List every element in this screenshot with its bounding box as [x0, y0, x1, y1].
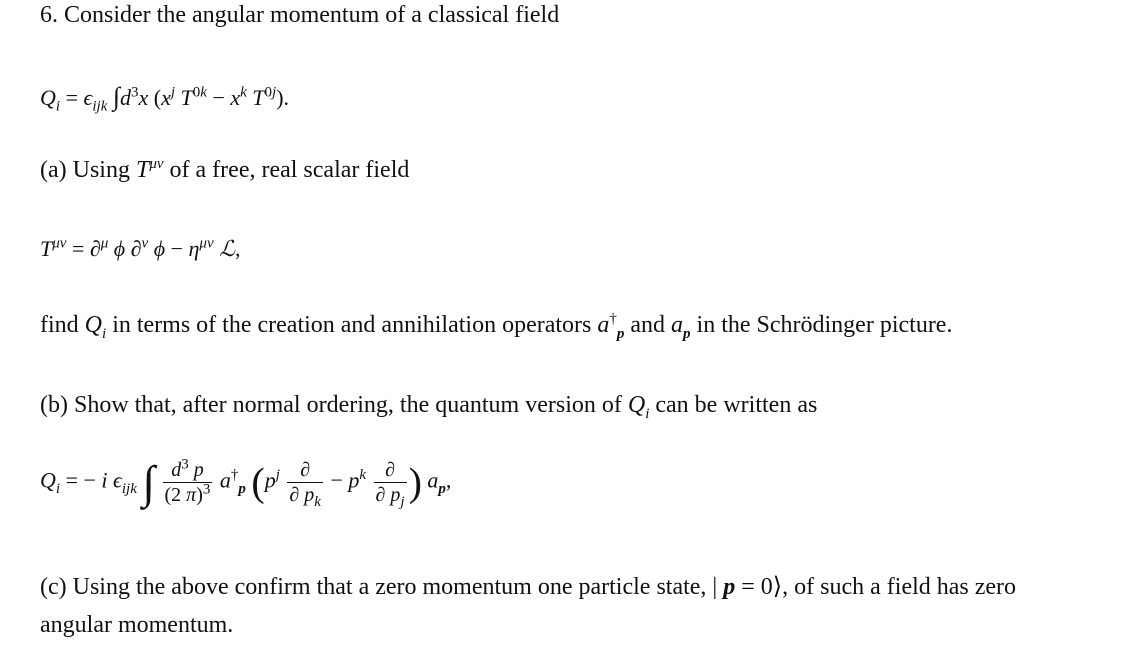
problem-intro: 6. Consider the angular momentum of a classical field: [40, 2, 560, 28]
equation-stress-tensor: $T^{\mu\nu} = \partial^\mu$ ϕ ∂$^\nu$ $\phi - \eta^{\mu\nu}$ ℒ,: [40, 235, 241, 261]
part-a-text: (a) Using $T^{\mu\nu}$ of a free, real scalar field: [40, 156, 410, 183]
equation-angular-momentum: $Q_i = \epsilon_{ijk}$ $\int d^3x$ ($x^j$ $T^{0k} - x^k$ $T^{0j}$).: [40, 82, 290, 115]
part-b-text: (b) Show that, after normal ordering, the quantum version of $Q_i$ can be written as: [40, 392, 818, 422]
find-text: find $Q_i$ in terms of the creation and annihilation operators $a^\dagger_p$ and $a_p$ in the Schrödinger picture.: [40, 311, 953, 342]
part-c-text-line2: angular momentum.: [40, 612, 234, 638]
equation-quantum-q: $Q_i$ = − i $\epsilon_{ijk}$ ∫ $\frac{d^3 p}{(2 \pi)^3}$ $a^\dagger_p$ ($p^j$ $\frac{\partial}{\partial p_k}$ − $p^k$ $\frac{\partial}{\partial p_j}$ ) $a_p$,: [40, 456, 452, 510]
part-c-text-line1: (c) Using the above confirm that a zero momentum one particle state, | p = 0⟩, of such a field has zero: [40, 574, 1017, 600]
